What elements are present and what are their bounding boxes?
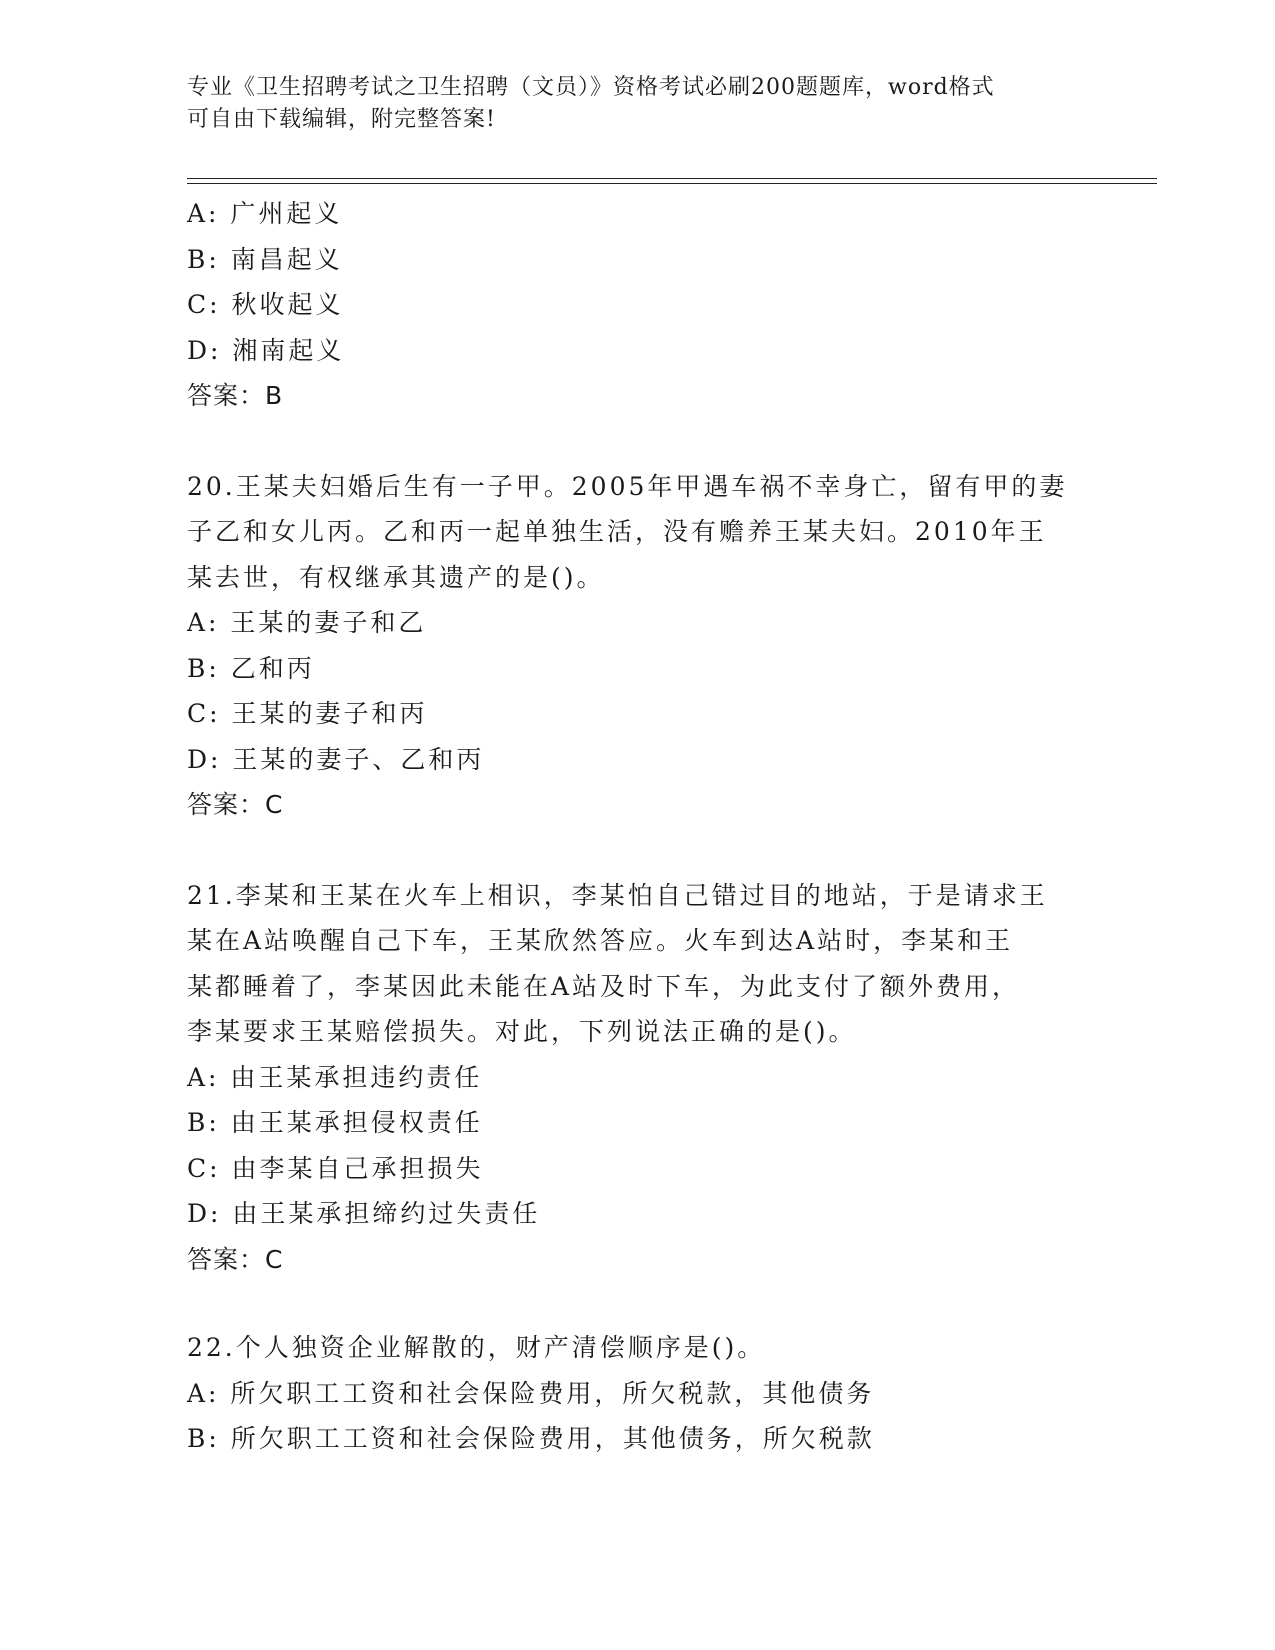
- spacer: [187, 828, 1087, 873]
- answer-line: 答案：B: [187, 381, 284, 410]
- header-divider-bottom: [187, 183, 1157, 184]
- option-b: B: 由王某承担侵权责任: [187, 1108, 483, 1137]
- header-divider-top: [187, 178, 1157, 179]
- option-c: C: 由李某自己承担损失: [187, 1153, 484, 1183]
- header-title-line-1: 专业《卫生招聘考试之卫生招聘（文员）》资格考试必刷200题题库，word格式: [187, 75, 995, 100]
- question-text-line: 子乙和女儿丙。乙和丙一起单独生活，没有赡养王某夫妇。2010年王: [187, 517, 1047, 546]
- document-header: [187, 72, 1067, 136]
- question-text-line: 某在A站唤醒自己下车，王某欣然答应。火车到达A站时，李某和王: [187, 926, 1014, 955]
- option-a: A: 所欠职工工资和社会保险费用，所欠税款，其他债务: [187, 1378, 875, 1408]
- header-title-line-2: 可自由下载编辑，附完整答案!: [187, 107, 496, 132]
- option-c: C: 秋收起义: [187, 290, 344, 319]
- question-text-line: 21.李某和王某在火车上相识，李某怕自己错过目的地站，于是请求王: [187, 880, 1048, 910]
- option-a: A: 王某的妻子和乙: [187, 608, 427, 637]
- spacer: [187, 1282, 1087, 1325]
- option-a: A: 广州起义: [187, 199, 343, 228]
- option-d: D: 由王某承担缔约过失责任: [187, 1199, 541, 1228]
- question-22: [187, 1325, 1087, 1462]
- answer-line: 答案：C: [187, 790, 284, 819]
- option-b: B: 所欠职工工资和社会保险费用，其他债务，所欠税款: [187, 1424, 875, 1453]
- question-text-line: 某都睡着了，李某因此未能在A站及时下车，为此支付了额外费用，: [187, 971, 1021, 1001]
- option-c: C: 王某的妻子和丙: [187, 699, 428, 728]
- option-d: D: 湘南起义: [187, 335, 345, 365]
- option-b: B: 乙和丙: [187, 653, 315, 683]
- option-b: B: 南昌起义: [187, 244, 343, 274]
- question-text-line: 22.个人独资企业解散的，财产清偿顺序是()。: [187, 1333, 766, 1362]
- question-21: [187, 873, 1087, 1283]
- question-20: [187, 464, 1087, 828]
- question-text-line: 20.王某夫妇婚后生有一子甲。2005年甲遇车祸不幸身亡，留有甲的妻: [187, 471, 1068, 501]
- question-19: [187, 191, 1087, 419]
- spacer: [187, 419, 1087, 464]
- answer-line: 答案：C: [187, 1244, 284, 1274]
- option-d: D: 王某的妻子、乙和丙: [187, 744, 485, 774]
- option-a: A: 由王某承担违约责任: [187, 1062, 483, 1092]
- question-text-line: 李某要求王某赔偿损失。对此，下列说法正确的是()。: [187, 1017, 857, 1046]
- question-text-line: 某去世，有权继承其遗产的是()。: [187, 562, 605, 592]
- question-list: [187, 191, 1087, 1462]
